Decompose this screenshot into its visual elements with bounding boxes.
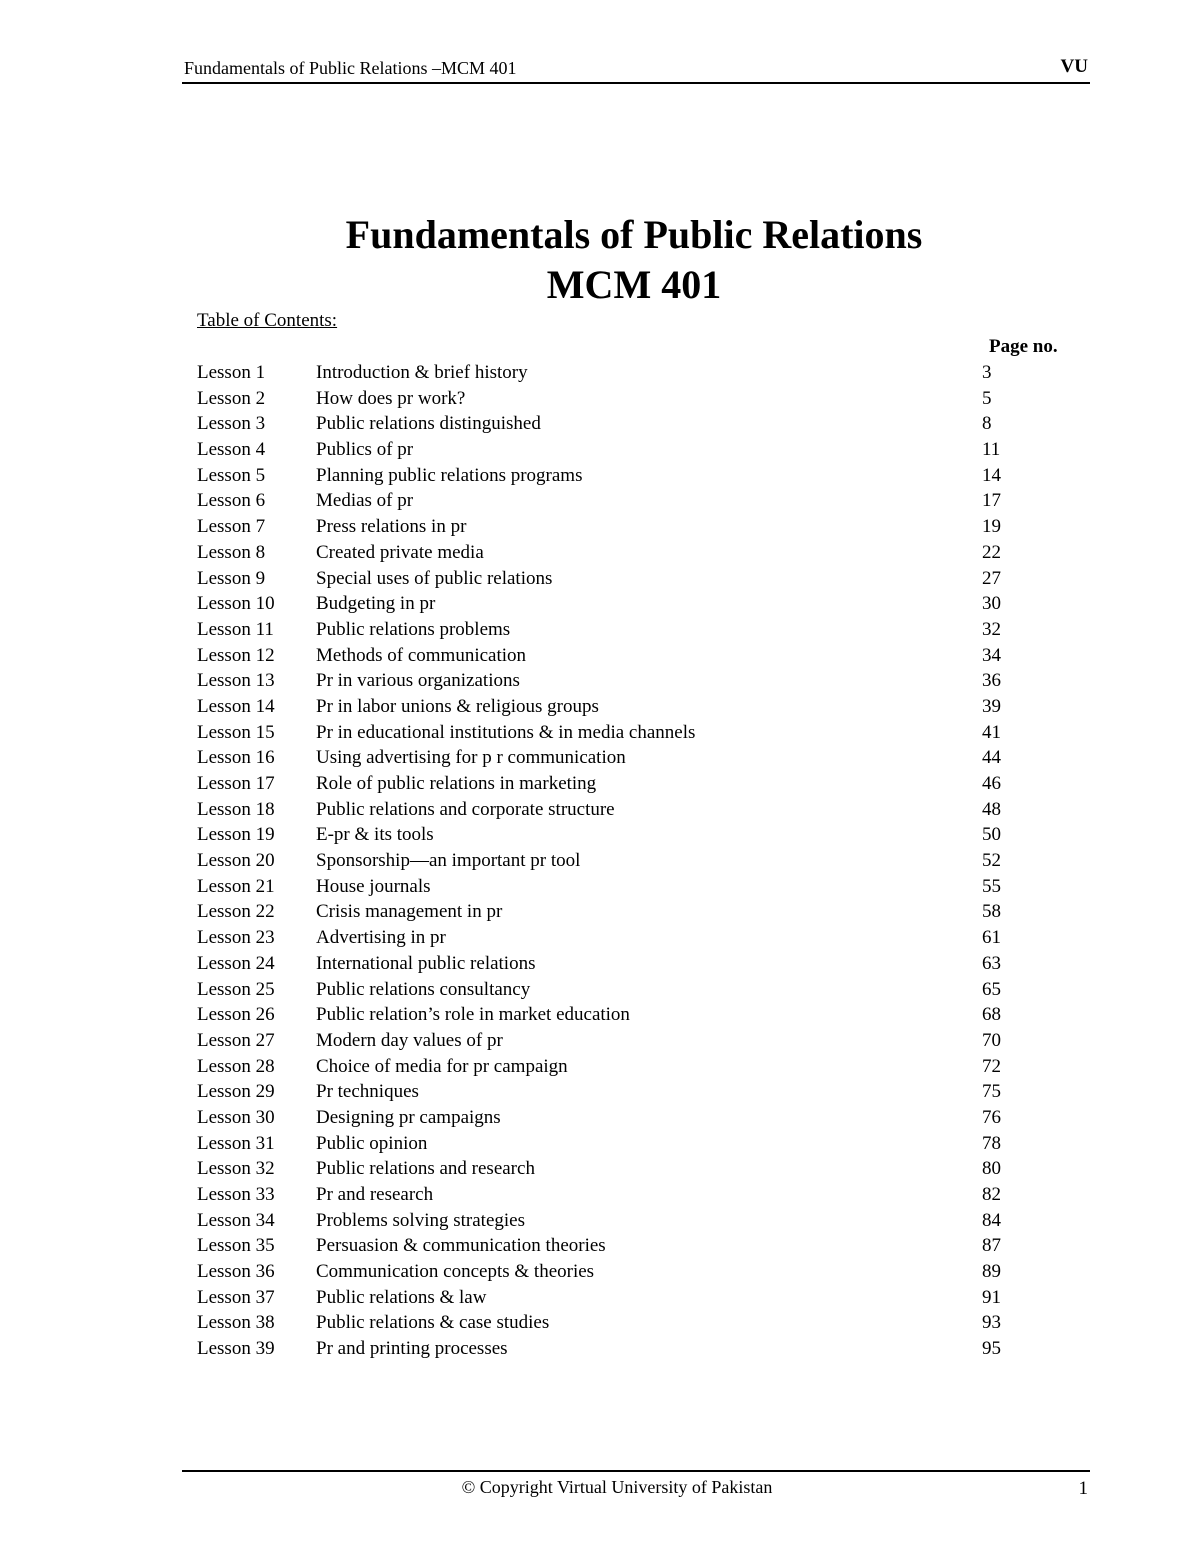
toc-lesson-label: Lesson 9 [197,567,266,589]
toc-lesson-title: Advertising in pr [316,927,446,949]
toc-row [197,977,1077,1003]
toc-row [197,899,1077,925]
toc-row [197,566,1077,592]
toc-lesson-title: Public relations and corporate structure [316,798,615,820]
toc-row [197,848,1077,874]
toc-row [197,360,1077,386]
toc-page-number: 48 [982,798,1001,820]
toc-lesson-label: Lesson 17 [197,773,275,794]
toc-lesson-title: Using advertising for p r communication [316,747,626,769]
toc-row [197,925,1077,951]
page-column-label: Page no. [989,336,1058,357]
toc-lesson-title: Publics of pr [316,439,414,461]
toc-page-number: 44 [982,747,1001,769]
toc-page-number: 61 [982,927,1001,949]
toc-lesson-title: Medias of pr [316,490,414,512]
toc-lesson-label: Lesson 32 [197,1158,275,1180]
toc-lesson-title: Pr in various organizations [316,670,520,692]
toc-page-number: 3 [982,362,992,383]
toc-lesson-label: Lesson 1 [197,362,266,383]
toc-page-number: 89 [982,1261,1001,1283]
toc-page-number: 95 [982,1338,1001,1360]
toc-page-number: 50 [982,824,1001,846]
toc-lesson-title: Introduction & brief history [316,362,528,383]
toc-page-number: 19 [982,516,1001,538]
toc-page-number: 70 [982,1029,1001,1051]
toc-lesson-label: Lesson 7 [197,516,266,538]
toc-page-number: 36 [982,670,1001,692]
toc-lesson-label: Lesson 18 [197,798,275,820]
toc-row [197,1310,1077,1336]
toc-lesson-label: Lesson 35 [197,1235,275,1257]
toc-lesson-title: International public relations [316,952,536,974]
toc-page-number: 63 [982,952,1001,974]
toc-lesson-label: Lesson 8 [197,541,266,563]
toc-row [197,1079,1077,1105]
footer-page-number: 1 [1078,1478,1088,1499]
toc-lesson-title: Pr techniques [316,1081,419,1103]
toc-page-number: 41 [982,721,1001,743]
toc-lesson-label: Lesson 34 [197,1209,275,1231]
toc-lesson-label: Lesson 21 [197,875,275,897]
toc-heading: Table of Contents: [197,310,338,331]
footer-copyright: © Copyright Virtual University of Pakistan [461,1477,773,1497]
toc-row [197,1182,1077,1208]
toc-row [197,591,1077,617]
toc-lesson-label: Lesson 4 [197,439,266,461]
toc-lesson-title: How does pr work? [316,387,466,409]
toc-lesson-title: Pr in labor unions & religious groups [316,695,599,717]
toc-row [197,668,1077,694]
toc-lesson-title: Methods of communication [316,644,527,666]
toc-lesson-title: Crisis management in pr [316,901,503,923]
toc-page-number: 68 [982,1004,1001,1026]
toc-page-number: 75 [982,1081,1001,1103]
toc-lesson-label: Lesson 10 [197,593,275,615]
toc-lesson-label: Lesson 39 [197,1338,275,1360]
toc-lesson-title: Pr in educational institutions & in media channels [316,721,696,743]
toc-page-number: 8 [982,413,992,435]
course-code-title: MCM 401 [546,262,722,307]
toc-page-number: 30 [982,593,1001,615]
toc-lesson-label: Lesson 26 [197,1004,275,1026]
header-course-title: Fundamentals of Public Relations –MCM 401 [184,58,517,78]
toc-lesson-title: Budgeting in pr [316,593,436,615]
toc-page-number: 78 [982,1132,1001,1154]
toc-row [197,797,1077,823]
toc-row [197,720,1077,746]
toc-page-number: 82 [982,1184,1001,1205]
toc-page-number: 52 [982,850,1001,872]
toc-row [197,617,1077,643]
toc-row [197,694,1077,720]
toc-row [197,437,1077,463]
toc-lesson-title: Press relations in pr [316,516,467,538]
toc-lesson-title: Modern day values of pr [316,1029,503,1051]
toc-row [197,1233,1077,1259]
toc-row [197,1259,1077,1285]
toc-row [197,540,1077,566]
toc-lesson-title: Designing pr campaigns [316,1106,501,1128]
toc-lesson-title: Sponsorship—an important pr tool [316,850,581,872]
toc-lesson-label: Lesson 12 [197,644,275,666]
toc-lesson-title: Created private media [316,541,484,563]
toc-lesson-label: Lesson 30 [197,1106,275,1128]
toc-row [197,1028,1077,1054]
toc-lesson-label: Lesson 2 [197,387,266,409]
toc-page-number: 34 [982,644,1001,666]
toc-lesson-label: Lesson 3 [197,413,266,435]
toc-page-number: 39 [982,695,1001,717]
toc-page-number: 58 [982,901,1001,923]
toc-row [197,822,1077,848]
table-of-contents [197,360,1077,1362]
toc-row [197,1156,1077,1182]
toc-lesson-label: Lesson 16 [197,747,275,769]
toc-page-number: 72 [982,1055,1001,1077]
toc-lesson-title: House journals [316,875,431,897]
toc-lesson-label: Lesson 38 [197,1312,275,1334]
toc-lesson-label: Lesson 25 [197,978,275,1000]
toc-row [197,1336,1077,1362]
toc-lesson-label: Lesson 37 [197,1286,275,1308]
toc-lesson-title: Public relations & case studies [316,1312,550,1334]
toc-lesson-label: Lesson 28 [197,1055,275,1077]
toc-row [197,771,1077,797]
toc-row [197,463,1077,489]
toc-lesson-title: Role of public relations in marketing [316,773,597,794]
toc-row [197,874,1077,900]
toc-row [197,1285,1077,1311]
toc-row [197,488,1077,514]
toc-lesson-title: Choice of media for pr campaign [316,1055,568,1077]
toc-lesson-label: Lesson 11 [197,618,274,640]
toc-lesson-title: Persuasion & communication theories [316,1235,606,1257]
toc-page-number: 17 [982,490,1001,512]
toc-row [197,411,1077,437]
page-header [182,56,1090,84]
toc-lesson-title: Pr and printing processes [316,1338,508,1360]
toc-lesson-title: Pr and research [316,1184,434,1205]
toc-lesson-title: Special uses of public relations [316,567,553,589]
toc-page-number: 87 [982,1235,1001,1257]
toc-lesson-title: Public relations & law [316,1286,487,1308]
toc-page-number: 5 [982,387,992,409]
toc-page-number: 80 [982,1158,1001,1180]
toc-lesson-label: Lesson 13 [197,670,275,692]
toc-lesson-title: Planning public relations programs [316,464,583,486]
toc-row [197,514,1077,540]
toc-page-number: 65 [982,978,1001,1000]
toc-page-number: 84 [982,1209,1001,1231]
toc-row [197,1054,1077,1080]
toc-lesson-label: Lesson 6 [197,490,266,512]
toc-row [197,1002,1077,1028]
toc-lesson-label: Lesson 36 [197,1261,275,1283]
toc-row [197,1131,1077,1157]
toc-page-number: 55 [982,875,1001,897]
toc-row [197,1208,1077,1234]
toc-lesson-label: Lesson 19 [197,824,275,846]
toc-row [197,386,1077,412]
page-footer [182,1470,1090,1502]
toc-lesson-label: Lesson 14 [197,695,275,717]
toc-lesson-title: E-pr & its tools [316,824,434,846]
toc-lesson-label: Lesson 24 [197,952,275,974]
toc-row [197,643,1077,669]
toc-page-number: 93 [982,1312,1001,1334]
toc-page-number: 76 [982,1106,1001,1128]
toc-lesson-title: Public relations and research [316,1158,535,1180]
toc-page-number: 91 [982,1286,1001,1308]
toc-page-number: 46 [982,773,1001,794]
toc-lesson-title: Public relations distinguished [316,413,541,435]
document-title: Fundamentals of Public Relations [345,212,923,257]
toc-lesson-title: Public relations consultancy [316,978,531,1000]
toc-lesson-label: Lesson 29 [197,1081,275,1103]
toc-lesson-label: Lesson 22 [197,901,275,923]
toc-lesson-title: Problems solving strategies [316,1209,525,1231]
toc-row [197,951,1077,977]
toc-lesson-title: Public opinion [316,1132,428,1154]
toc-lesson-title: Public relations problems [316,618,511,640]
toc-lesson-label: Lesson 5 [197,464,266,486]
toc-row [197,745,1077,771]
toc-lesson-label: Lesson 15 [197,721,275,743]
toc-lesson-label: Lesson 20 [197,850,275,872]
header-institution: VU [1060,56,1088,77]
toc-row [197,1105,1077,1131]
toc-lesson-label: Lesson 33 [197,1184,275,1205]
toc-lesson-label: Lesson 23 [197,927,275,949]
toc-lesson-label: Lesson 31 [197,1132,275,1154]
toc-lesson-title: Public relation’s role in market education [316,1004,630,1026]
toc-page-number: 27 [982,567,1001,589]
toc-lesson-title: Communication concepts & theories [316,1261,595,1283]
toc-page-number: 32 [982,618,1001,640]
toc-page-number: 22 [982,541,1001,563]
toc-lesson-label: Lesson 27 [197,1029,275,1051]
toc-page-number: 14 [982,464,1001,486]
toc-page-number: 11 [982,439,1001,461]
